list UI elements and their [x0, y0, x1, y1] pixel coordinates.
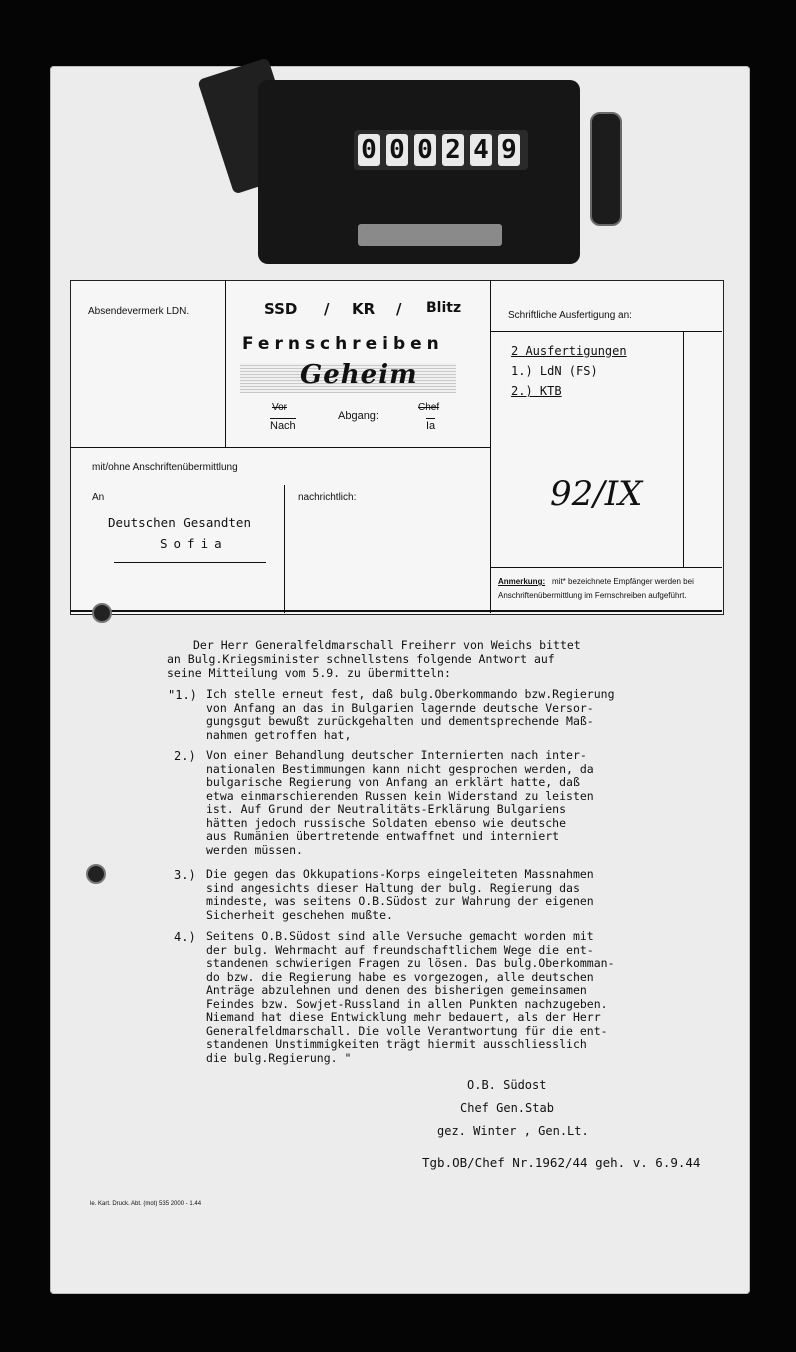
point-number: 2.) [174, 749, 196, 763]
copies-count: 2 Ausfertigungen [511, 344, 627, 358]
form-divider [70, 447, 491, 448]
form-divider [683, 331, 684, 567]
counter-digit: 2 [442, 134, 464, 166]
form-divider [70, 610, 722, 612]
chef-label: Chef [418, 402, 440, 413]
priority-sep: / [324, 300, 330, 318]
note-label: Anmerkung: [498, 577, 546, 586]
text-line: sind angesichts dieser Haltung der bulg. Regierung das [206, 880, 580, 895]
signature-office: O.B. Südost [467, 1078, 547, 1092]
priority-blitz: Blitz [426, 300, 462, 316]
counter-digit: 0 [414, 134, 436, 166]
message-intro [167, 638, 712, 680]
classification-stamp: Geheim [300, 360, 418, 390]
copy-recipient: 2.) KTB [511, 384, 562, 398]
recipient-city: Sofia [160, 536, 228, 551]
text-line: Von einer Behandlung deutscher Internierten nach inter- [206, 748, 587, 762]
note-text-cont: Anschriftenübermittlung im Fernschreiben aufgeführt. [498, 591, 687, 600]
punch-hole [92, 603, 112, 623]
text-line: die bulg.Regierung. " [206, 1050, 352, 1065]
text-line: der bulg. Wehrmacht auf freundschaftlichem Wege die ent- [206, 942, 594, 957]
counter-knob [590, 112, 622, 226]
note-text: mit* bezeichnete Empfänger werden bei [552, 577, 694, 586]
point-text [206, 688, 615, 742]
cc-label: nachrichtlich: [298, 492, 357, 503]
text-line: nationalen Bestimmungen kann nicht gesprochen werden, da [206, 761, 594, 776]
text-line: standenen Unstimmigkeiten trägt hiermit ausschliesslich [206, 1037, 587, 1051]
signature-title: Chef Gen.Stab [460, 1101, 554, 1115]
abgang-label: Abgang: [338, 410, 379, 422]
form-divider [491, 567, 722, 568]
sender-label: Absendevermerk LDN. [88, 306, 190, 317]
text-line: von Anfang an das in Bulgarien lagernde deutsche Versor- [206, 700, 594, 715]
vor-label: Vor [272, 402, 288, 413]
recipient-underline [114, 562, 266, 563]
text-line: Ich stelle erneut fest, daß bulg.Oberkommando bzw.Regierung [206, 687, 615, 701]
text-line: Die gegen das Okkupations-Korps eingeleiteten Massnahmen [206, 867, 594, 881]
text-line: standenen schwierigen Fragen zu lösen. Das bulg.Oberkomman- [206, 956, 615, 970]
text-line: nahmen getroffen hat, [206, 727, 352, 742]
priority-ssd: SSD [264, 300, 298, 318]
text-line: aus Rumänien übertretende entwaffnet und interniert [206, 829, 560, 843]
recipient-line: Deutschen Gesandten [108, 515, 251, 530]
point-text [206, 749, 594, 857]
text-line: Generalfeldmarschall. Die volle Verantwortung für die ent- [206, 1023, 608, 1038]
reference-number: Tgb.OB/Chef Nr.1962/44 geh. v. 6.9.44 [422, 1155, 701, 1170]
punch-hole [86, 864, 106, 884]
address-transmission-label: mit/ohne Anschriftenübermittlung [92, 462, 238, 473]
text-line: hätten jedoch russische Soldaten ebenso wie deutsche [206, 815, 567, 830]
counter-digit: 0 [358, 134, 380, 166]
point-text [206, 930, 615, 1065]
copy-recipient: 1.) LdN (FS) [511, 364, 598, 378]
point-text [206, 868, 594, 922]
text-line: bulgarische Regierung von Anfang an erklärt hatte, daß [206, 775, 580, 789]
signature-name: gez. Winter , Gen.Lt. [437, 1124, 589, 1138]
point-number: 3.) [174, 868, 196, 882]
form-divider [225, 280, 226, 448]
point-number: 4.) [174, 930, 196, 944]
text-line: Feindes bzw. Sowjet-Russland in allen Punkten nachzugeben. [206, 996, 608, 1011]
form-divider [491, 331, 722, 332]
written-copies-label: Schriftliche Ausfertigung an: [508, 310, 632, 321]
nach-label: Nach [270, 420, 296, 432]
text-line: ist. Auf Grund der Neutralitäts-Erklärung Bulgariens [206, 802, 567, 816]
counter-digit: 4 [470, 134, 492, 166]
text-line: mindeste, was seitens O.B.Südost zur Wahrung der eigenen [206, 894, 594, 908]
print-mark: le. Kart. Druck. Abt. (mot) 535 2000 - 1.44 [90, 1201, 202, 1207]
priority-sep: / [396, 300, 402, 318]
text-line: etwa einmarschierenden Russen kein Widerstand zu leisten [206, 788, 594, 803]
counter-digit: 9 [498, 134, 520, 166]
ia-label: Ia [426, 420, 436, 432]
text-line: Anträge abzulehnen und denen des bisherigen gemeinsamen [206, 983, 587, 997]
text-line: seine Mitteilung vom 5.9. zu übermitteln: [167, 666, 451, 680]
point-number: "1.) [168, 688, 197, 702]
file-number-handwritten: 92/IX [550, 474, 643, 514]
text-line: Sicherheit geschehen mußte. [206, 907, 393, 922]
text-line: Der Herr Generalfeldmarschall Freiherr von Weichs bittet [193, 638, 581, 652]
form-heading: Fernschreiben [242, 334, 444, 354]
form-divider [284, 485, 285, 613]
to-label: An [92, 492, 105, 503]
text-line: Niemand hat diese Entwicklung mehr bedauert, als der Herr [206, 1010, 601, 1024]
text-line: werden müssen. [206, 842, 303, 857]
text-line: Seitens O.B.Südost sind alle Versuche gemacht worden mit [206, 929, 594, 943]
counter-slot [358, 224, 502, 246]
counter-digit: 0 [386, 134, 408, 166]
text-line: gungsgut bewußt zurückgehalten und dementsprechende Maß- [206, 714, 594, 728]
text-line: an Bulg.Kriegsminister schnellstens folgende Antwort auf [167, 652, 555, 666]
priority-kr: KR [352, 300, 376, 318]
text-line: do bzw. die Regierung habe es vorgezogen, alle deutschen [206, 969, 594, 984]
message-body [167, 638, 712, 680]
